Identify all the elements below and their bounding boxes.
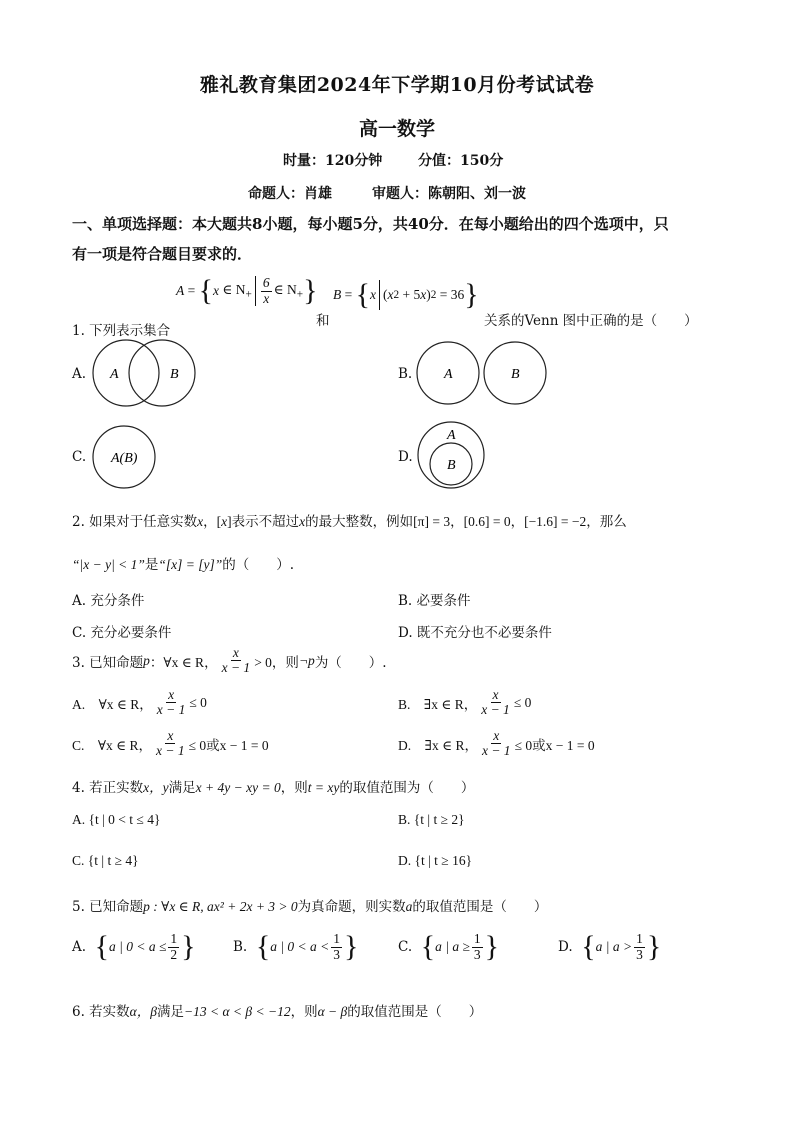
q6-vars: α，β: [129, 1004, 157, 1019]
q3-stem-b: ：∀x ∈ R，: [149, 654, 218, 670]
q2-example-1: [π] = 3: [413, 514, 451, 529]
exam-setter: 命题人：肖雄: [248, 186, 332, 202]
q5-option-a: A. { a | 0 < a ≤ $\frac{1}{2}$ }: [72, 930, 196, 963]
section-heading-cont: 有一项是符合题目要求的．: [72, 245, 253, 263]
q5-opt-a-label: A.: [72, 939, 87, 955]
q2-line1: 2. 如果对于任意实数x，[x]表示不超过x的最大整数，例如[π] = 3，[0.6] = 0，[−1.6] = −2，那么: [72, 514, 627, 530]
frac-num: x: [493, 728, 500, 743]
q1-option-a-label: A.: [72, 366, 87, 382]
frac-num: x: [492, 687, 499, 702]
q6-stem: [72, 1000, 482, 1020]
q1-prefix: 1. 下列表示集合: [72, 323, 171, 339]
exam-time: 时量：120分钟: [283, 153, 383, 169]
q3-opt-c-tail: ≤ 0或x − 1 = 0: [188, 737, 269, 753]
q2-example-3: [−1.6] = −2: [524, 514, 587, 529]
q6-stem-a: 6. 若实数: [72, 1004, 130, 1020]
q1-venn-d: [415, 420, 487, 490]
q1-option-c-label: C.: [72, 449, 87, 465]
q3-frac-den: x − 1: [221, 660, 251, 676]
q3-opt-b-tail: ≤ 0: [513, 694, 532, 710]
frac-den: x − 1: [481, 743, 511, 759]
q4-option-a: A. {t | 0 < t ≤ 4}: [72, 812, 161, 827]
q5-stem-a: 5. 已知命题: [72, 899, 144, 915]
q6-condition: −13 < α < β < −12: [183, 1004, 291, 1019]
q5-opt-c-set: a | a ≥: [435, 939, 470, 954]
q1-set-b: B = { x ( x 2 + 5 x ) 2 = 36 }: [333, 278, 479, 311]
q4-t: t = xy: [307, 780, 340, 795]
q3-option-d: [398, 729, 595, 758]
frac-den: 3: [636, 946, 643, 962]
q5-option-d: D. { a | a > $\frac{1}{3}$ }: [558, 930, 662, 963]
q5-option-b: B. { a | 0 < a < $\frac{1}{3}$ }: [233, 930, 359, 963]
frac-num: 1: [473, 931, 481, 947]
frac-den: 3: [333, 946, 341, 962]
q4-option-c: C. {t | t ≥ 4}: [72, 853, 139, 868]
q2-condition-1: “|x − y| < 1”: [72, 557, 145, 572]
q5-opt-d-label: D.: [558, 939, 573, 955]
section-heading: 一、单项选择题：本大题共8小题，每小题5分，共40分．在每小题给出的四个选项中，只: [72, 215, 669, 233]
q4-equation: x + 4y − xy = 0: [195, 780, 281, 795]
q2-option-d: D. 既不充分也不必要条件: [398, 625, 552, 641]
q1-and: 和: [316, 313, 330, 329]
q1-suffix: 关系的Venn 图中正确的是（ ）: [484, 313, 698, 329]
q5-opt-c-label: C.: [398, 939, 413, 955]
q4-option-d: D. {t | t ≥ 16}: [398, 853, 473, 868]
q4-stem-b: 满足: [168, 780, 196, 796]
venn-circle-b: [129, 340, 195, 406]
q3-opt-d-tail: ≤ 0或x − 1 = 0: [514, 737, 595, 753]
venn-b-label: B: [511, 367, 520, 382]
q5-option-c: C. { a | a ≥ $\frac{1}{3}$ }: [398, 930, 500, 963]
frac-den: 3: [473, 946, 481, 962]
q3-not-p: ¬p: [298, 652, 315, 668]
q5-opt-b-set: a | 0 < a <: [270, 939, 330, 954]
exam-score: 分值：150分: [418, 153, 504, 169]
frac-den: x − 1: [156, 702, 186, 718]
q3-opt-d-text: D. ∃x ∈ R，: [398, 737, 478, 753]
q1-stem: [72, 283, 170, 339]
q5-stem-c: 的取值范围是（ ）: [412, 899, 548, 915]
q2-option-a: A. 充分条件: [72, 593, 145, 609]
q5-opt-b-label: B.: [233, 939, 248, 955]
q1-venn-a: [90, 336, 200, 410]
frac-den: x − 1: [156, 743, 185, 759]
exam-title: 雅礼教育集团2024年下学期10月份考试试卷: [199, 74, 595, 96]
q1-set-a: A = { x ∈ $N_+$ $\frac{6}{x}$ ∈ $N_+$ }: [176, 274, 318, 307]
venn-circle-a: [93, 340, 159, 406]
q3-opt-c-text: C. ∀x ∈ R，: [72, 737, 153, 753]
q2-text-c: 的最大整数，例如: [305, 514, 414, 530]
q4-stem-c: ，则: [280, 780, 308, 796]
q2-text-a: 2. 如果对于任意实数: [72, 514, 198, 530]
q3-opt-b-text: B. ∃x ∈ R，: [398, 696, 478, 712]
q3-frac-num: x: [232, 645, 239, 660]
q5-opt-a-set: a | 0 < a ≤: [109, 939, 167, 954]
q2-condition-2: “[x] = [y]”: [158, 557, 223, 572]
q2-is: 是: [144, 557, 159, 573]
q1-venn-c: [90, 424, 158, 490]
frac-num: x: [167, 728, 174, 743]
q6-expression: α − β: [317, 1004, 348, 1019]
q3-opt-a-text: A. ∀x ∈ R，: [72, 696, 153, 712]
venn-outer-label: A: [447, 428, 456, 443]
q4-stem-a: 4. 若正实数: [72, 780, 144, 796]
q1-option-b-label: B.: [398, 366, 413, 382]
q2-line2: [72, 553, 294, 573]
frac-num: 1: [636, 931, 643, 947]
q4-option-b: B. {t | t ≥ 2}: [398, 812, 465, 827]
q6-stem-b: 满足: [156, 1004, 184, 1020]
q1-six: 6: [262, 275, 270, 291]
frac-den: x − 1: [481, 702, 510, 718]
q2-option-c: C. 充分必要条件: [72, 625, 172, 641]
q6-stem-c: ，则: [290, 1004, 318, 1020]
q5-opt-d-set: a | a >: [595, 939, 633, 954]
q2-text-end: ，那么: [586, 514, 627, 530]
q3-option-c: [72, 729, 269, 758]
exam-subject: 高一数学: [358, 118, 435, 140]
venn-a-label: A: [110, 367, 119, 382]
q5-var-a: a: [405, 899, 413, 914]
q5-stem-b: 为真命题，则实数: [297, 899, 406, 915]
q3-stem-a: 3. 已知命题: [72, 654, 144, 671]
frac-num: 1: [170, 931, 178, 947]
q3-stem-c: > 0，则: [254, 654, 299, 670]
venn-inner-label: B: [447, 458, 456, 473]
q4-stem-d: 的取值范围为（ ）: [339, 780, 475, 796]
q4-stem: [72, 776, 474, 796]
q2-text-line2-end: 的（ ）.: [222, 557, 295, 573]
q3-opt-a-tail: ≤ 0: [189, 694, 207, 710]
venn-b-label: B: [170, 367, 179, 382]
q3-stem-e: 为（ ）.: [314, 654, 387, 671]
frac-num: x: [168, 687, 175, 702]
frac-num: 1: [333, 931, 341, 947]
q1-venn-b: [414, 340, 550, 406]
venn-a-label: A: [444, 367, 453, 382]
q2-option-b: B. 必要条件: [398, 593, 471, 609]
q5-proposition: p : ∀x ∈ R, ax² + 2x + 3 > 0: [143, 899, 298, 914]
q3-option-a: [72, 688, 207, 717]
q1-option-d-label: D.: [398, 449, 413, 465]
frac-den: 2: [170, 946, 178, 962]
q3-stem: 3. 已知命题 p ：∀x ∈ R， $\frac{x}{x - 1}$ > 0，则 ¬p 为（ ）.: [72, 645, 387, 676]
exam-reviewer: 审题人：陈朝阳、刘一波: [372, 186, 526, 202]
venn-ab-label: A(B): [111, 451, 138, 466]
q3-option-b: [398, 688, 531, 717]
q2-text-b: 表示不超过: [231, 514, 300, 530]
q5-stem: [72, 895, 547, 915]
q4-vars: x，y: [143, 780, 169, 795]
q2-example-2: [0.6] = 0: [463, 514, 511, 529]
q6-stem-d: 的取值范围是（ ）: [347, 1004, 483, 1020]
